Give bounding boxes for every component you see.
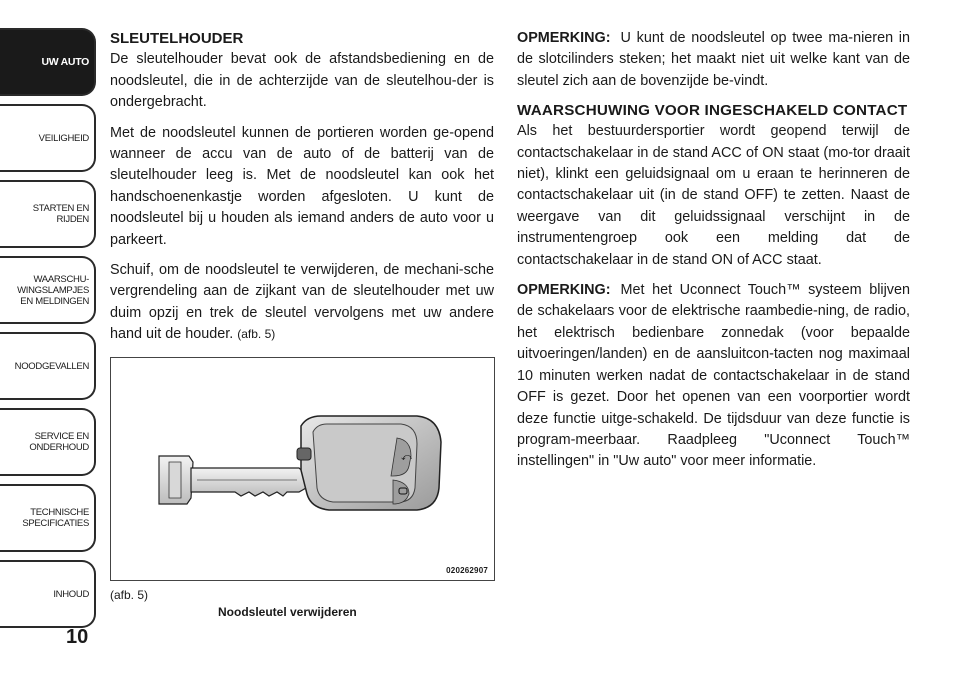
paragraph: Met de noodsleutel kunnen de portieren worden ge-opend wanneer de accu van de auto of de batterij van de sleutelhouder leeg is. Met de noodsleutel kan ook het handschoenenkastje worden afgesloten. U kunt de noodsleutel bij u houden als iemand anders de auto voor u parkeert.: [110, 124, 494, 248]
note-paragraph: [517, 280, 910, 473]
paragraph: De sleutelhouder bevat ook de afstandsbediening en de noodsleutel, die in de achterzijde van de sleutelhou-der is ondergebracht.: [110, 51, 494, 111]
svg-text:⤺: ⤺: [401, 452, 412, 463]
figure-id: 020262907: [446, 566, 488, 575]
page-number: 10: [66, 626, 89, 648]
tab-starten-en-rijden[interactable]: [0, 180, 96, 248]
tab-label: UW AUTO: [41, 55, 89, 68]
tab-service-en-onderhoud[interactable]: [0, 408, 96, 476]
tab-technische-specificaties[interactable]: [0, 484, 96, 552]
section-heading: SLEUTELHOUDER: [110, 30, 244, 47]
tab-label: STARTEN EN RIJDEN: [32, 203, 89, 225]
note-label: OPMERKING:: [517, 282, 611, 299]
tab-inhoud[interactable]: [0, 560, 96, 628]
figure-box: [110, 357, 495, 581]
warning-heading: WAARSCHUWING VOOR INGESCHAKELD CONTACT: [517, 102, 908, 120]
figure-inline-ref: (afb. 5): [237, 327, 276, 342]
tab-veiligheid[interactable]: [0, 104, 96, 172]
tab-label: WAARSCHU- WINGSLAMPJES EN MELDINGEN: [17, 273, 89, 307]
note-text: Met het Uconnect Touch™ systeem blijven de schakelaars voor de elektrische raambedie-ning, de radio, het elektrisch bedienbare zonnedak (voor bepaalde uitvoeringen/landen) en de aansluitcon-tacten nog maximaal 10 minuten werken nadat de contactschakelaar in de stand OFF is gezet. Door het openen van een voorportier wordt deze functie uitge-schakeld. De tijdsduur van deze functie is program-meerbaar. Raadpleeg "Uconnect Touch™ instellingen" in "Uw auto" voor meer informatie.: [517, 282, 910, 470]
right-column: [517, 28, 910, 482]
note-text: U kunt de noodsleutel op twee ma-nieren in de slotcilinders steken; het maakt niet uit welke kant van de sleutel zich aan de bovenzijde be-vindt.: [517, 30, 910, 89]
tab-waarschuwingslampjes[interactable]: [0, 256, 96, 324]
note-paragraph: [517, 28, 910, 92]
paragraph-text: Schuif, om de noodsleutel te verwijderen, de mechani-sche vergrendeling aan de zijkant van de sleutelhouder met uw duim opzij en trek de sleutel vervolgens met uw andere hand uit de houder.: [110, 262, 494, 343]
left-column: [110, 28, 494, 355]
key-fob-illustration: [111, 358, 494, 580]
tab-noodgevallen[interactable]: [0, 332, 96, 400]
tab-label: INHOUD: [53, 588, 89, 600]
key-fob: [297, 416, 441, 510]
tab-label: NOODGEVALLEN: [14, 360, 89, 372]
emergency-key: [159, 456, 311, 504]
tab-label: SERVICE EN ONDERHOUD: [29, 431, 89, 453]
note-label: OPMERKING:: [517, 30, 611, 46]
warning-paragraph: Als het bestuurdersportier wordt geopend terwijl de contactschakelaar in de stand ACC of ON staat (mo-tor draait niet), klinkt een geluidsignaal om u eraan te herinneren de contactschakelaar uit (in de stand OFF) te zetten. Naast de weergave van dit geluidssignaal verschijnt in de instrumentengroep ook een melding dat de contactschakelaar in de stand ON of ACC staat.: [517, 123, 910, 268]
tab-label: VEILIGHEID: [38, 132, 89, 144]
figure-caption: Noodsleutel verwijderen: [218, 605, 357, 619]
tab-uw-auto[interactable]: [0, 28, 96, 96]
figure-ref: (afb. 5): [110, 588, 149, 602]
tab-label: TECHNISCHE SPECIFICATIES: [22, 507, 89, 529]
paragraph: [110, 260, 494, 346]
